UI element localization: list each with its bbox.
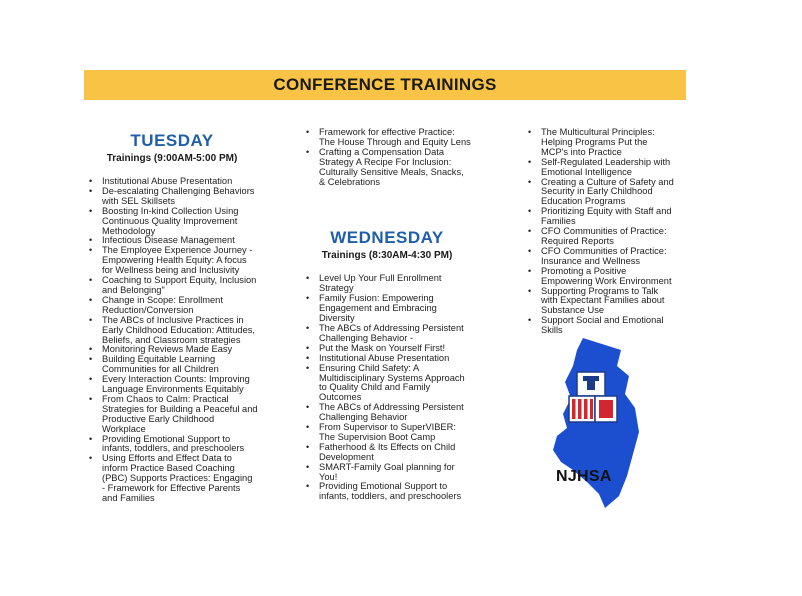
list-item: • The Employee Experience Journey - Empowering Health Equity: A focus for Wellness being and Inclusivity xyxy=(102,246,258,276)
list-item: • Building Equitable Learning Communities for all Children xyxy=(102,355,258,375)
tuesday-continued-list xyxy=(303,128,471,187)
tuesday-list xyxy=(86,177,258,504)
wednesday-continued-list xyxy=(525,128,675,336)
right-column xyxy=(525,128,675,336)
list-item: • Providing Emotional Support to infants, toddlers, and preschoolers xyxy=(319,482,471,502)
list-item: • De-escalating Challenging Behaviors with SEL Skillsets xyxy=(102,187,258,207)
list-item: • Boosting In-kind Collection Using Continuous Quality Improvement Methodology xyxy=(102,207,258,237)
list-item: • Put the Mask on Yourself First! xyxy=(319,344,471,354)
list-item: • Institutional Abuse Presentation xyxy=(102,177,258,187)
list-item: • The ABCs of Addressing Persistent Challenging Behavior xyxy=(319,403,471,423)
list-item: • Prioritizing Equity with Staff and Families xyxy=(541,207,675,227)
title-banner xyxy=(84,70,686,100)
list-item: • Ensuring Child Safety: A Multidisciplinary Systems Approach to Quality Child and Family Outcomes xyxy=(319,364,471,404)
tuesday-heading-block xyxy=(86,131,258,164)
list-item: • Using Efforts and Effect Data to inform Practice Based Coaching (PBC) Supports Practices: Engaging - Framework for Effective Parents and Families xyxy=(102,454,258,504)
list-item: • Family Fusion: Empowering Engagement and Embracing Diversity xyxy=(319,294,471,324)
tuesday-heading: TUESDAY xyxy=(130,131,214,150)
list-item: • Crafting a Compensation Data Strategy A Recipe For Inclusion: Culturally Sensitive Meals, Snacks, & Celebrations xyxy=(319,148,471,188)
tuesday-column xyxy=(86,131,258,504)
list-item: • The ABCs of Inclusive Practices in Early Childhood Education: Attitudes, Beliefs, and Classroom strategies xyxy=(102,316,258,346)
list-item: • SMART-Family Goal planning for You! xyxy=(319,463,471,483)
list-item: • Every Interaction Counts: Improving Language Environments Equitably xyxy=(102,375,258,395)
list-item: • Framework for effective Practice: The House Through and Equity Lens xyxy=(319,128,471,148)
list-item: • Infectious Disease Management xyxy=(102,236,258,246)
list-item: • The Multicultural Principles: Helping Programs Put the MCP's into Practice xyxy=(541,128,675,158)
tuesday-subheading: Trainings (9:00AM-5:00 PM) xyxy=(106,153,238,164)
wednesday-block xyxy=(303,228,471,502)
list-item: • From Supervisor to SuperVIBER: The Supervision Boot Camp xyxy=(319,423,471,443)
list-item: • Promoting a Positive Empowering Work Environment xyxy=(541,267,675,287)
list-item: • Self-Regulated Leadership with Emotional Intelligence xyxy=(541,158,675,178)
middle-column xyxy=(303,128,471,502)
list-item: • CFO Communities of Practice: Required Reports xyxy=(541,227,675,247)
list-item: • From Chaos to Calm: Practical Strategies for Building a Peaceful and Productive Early Childhood Workplace xyxy=(102,395,258,435)
list-item: • The ABCs of Addressing Persistent Challenging Behavior - xyxy=(319,324,471,344)
list-item: • Support Social and Emotional Skills xyxy=(541,316,675,336)
wednesday-heading: WEDNESDAY xyxy=(330,228,444,248)
list-item: • Providing Emotional Support to infants, toddlers, and preschoolers xyxy=(102,435,258,455)
list-item: • Monitoring Reviews Made Easy xyxy=(102,345,258,355)
list-item: • Coaching to Support Equity, Inclusion and Belonging" xyxy=(102,276,258,296)
wednesday-list xyxy=(303,274,471,502)
page-title: CONFERENCE TRAININGS xyxy=(273,75,497,94)
logo-text: NJHSA xyxy=(556,468,612,485)
list-item: • Fatherhood & Its Effects on Child Development xyxy=(319,443,471,463)
list-item: • Supporting Programs to Talk with Expectant Families about Substance Use xyxy=(541,287,675,317)
list-item: • Change in Scope: Enrollment Reduction/Conversion xyxy=(102,296,258,316)
wednesday-subheading: Trainings (8:30AM-4:30 PM) xyxy=(321,250,453,262)
list-item: • CFO Communities of Practice: Insurance and Wellness xyxy=(541,247,675,267)
list-item: • Institutional Abuse Presentation xyxy=(319,354,471,364)
list-item: • Level Up Your Full Enrollment Strategy xyxy=(319,274,471,294)
list-item: • Creating a Culture of Safety and Security in Early Childhood Education Programs xyxy=(541,178,675,208)
